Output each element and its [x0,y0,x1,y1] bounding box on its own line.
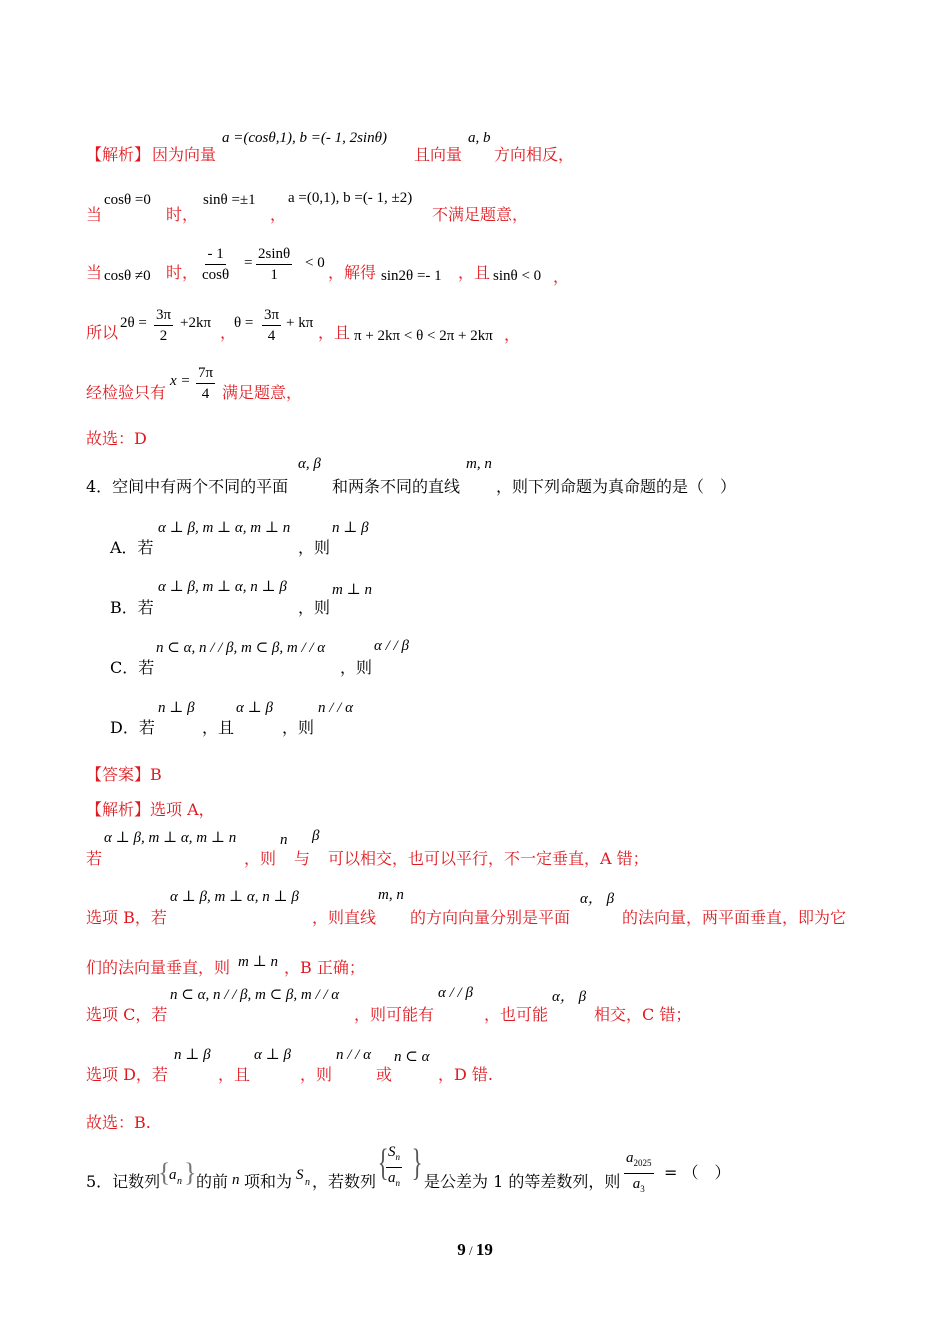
text: ，且 [218,1065,251,1084]
text: ，则 [300,1065,333,1084]
text: ， [553,267,570,286]
text: ，B 正确； [284,958,365,977]
analysis-tag: 【解析】 [86,145,151,164]
math: α ⊥ β, m ⊥ α, m ⊥ n [104,830,237,846]
question-text: 5．记数列 [86,1172,161,1191]
option-label: D．若 [110,718,155,737]
math: α， β [552,989,587,1005]
math: α / / β [438,985,473,1001]
text: ，且 [318,323,351,342]
math-subscript: n [305,1177,310,1188]
math: a, b [468,130,491,146]
math: α， β [580,891,615,907]
math: α ⊥ β [236,700,273,716]
fraction: $\frac{S_n}{a_n}$ [388,1144,400,1188]
math: + kπ [286,315,314,331]
math: α / / β [374,638,409,654]
math: α, β [298,456,321,472]
text: 选项 C，若 [86,1005,168,1024]
text: ，且 [458,263,491,282]
text: ，则 [340,658,373,677]
fraction: $\frac{- 1}{\cos\theta}$ [202,246,230,283]
text: ，且 [202,718,235,737]
math: m, n [466,456,492,472]
math: n ⊥ β [158,700,195,716]
text: 若 [86,849,103,868]
math: β [312,828,320,844]
math: n / / α [336,1047,371,1063]
text: ， [270,205,287,224]
text: 选项 D，若 [86,1065,168,1084]
math: n / / α [318,700,353,716]
fraction: $\frac{7\pi}{4}$ [198,365,214,402]
question-text: 的前 [196,1172,229,1191]
fraction: $\frac{3\pi}{2}$ [156,307,172,344]
option-label: B．若 [110,598,154,617]
text: ，则可能有 [354,1005,435,1024]
text: ， [220,323,237,342]
math: n ⊂ α, n / / β, m ⊂ β, m / / α [156,640,326,656]
math: n ⊥ β [174,1047,211,1063]
math: = [244,255,253,271]
text: 因为向量 [152,145,217,164]
math: < 0 [305,255,325,271]
question-text: 是公差为 1 的等差数列，则 [424,1172,621,1191]
math: a [169,1167,177,1183]
math: m, n [378,887,404,903]
text: 或 [376,1065,393,1084]
answer-line: 【答案】B [86,765,162,784]
math: n ⊥ β [332,520,369,536]
text: 所以 [86,323,119,342]
text: ，则 [244,849,277,868]
math: α ⊥ β, m ⊥ α, m ⊥ n [158,520,291,536]
text: 与 [294,849,311,868]
text: ，则 [298,538,331,557]
math: a =(cosθ,1), b =(- 1, 2sinθ) [222,130,387,146]
question-text: = （ ） [664,1163,731,1182]
text: ，则 [282,718,315,737]
text: 的方向向量分别是平面 [410,908,571,927]
question-text: ，则下列命题为真命题的是（ ） [496,477,737,496]
text: 不满足题意， [432,205,529,224]
math: α ⊥ β [254,1047,291,1063]
math: m ⊥ n [332,582,372,598]
text: 方向相反， [494,145,575,164]
math: cosθ ≠0 [104,268,151,284]
text: 当 [86,205,103,224]
text: 且向量 [414,145,463,164]
math: a =(0,1), b =(- 1, ±2) [288,190,413,206]
math: n [232,1172,240,1188]
text: 可以相交，也可以平行，不一定垂直，A 错； [328,849,649,868]
text: 满足题意， [222,383,303,402]
page-total: 19 [475,1240,493,1259]
question-text: ，若数列 [312,1172,377,1191]
math: sinθ < 0 [493,268,542,284]
text: 时， [166,205,199,224]
fraction: $\frac{2\sin\theta}{1}$ [258,246,291,283]
question-text: 和两条不同的直线 [332,477,461,496]
text: ，则 [298,598,331,617]
math: α ⊥ β, m ⊥ α, n ⊥ β [170,889,299,905]
question-text: 项和为 [244,1172,293,1191]
question-text: 4．空间中有两个不同的平面 [86,477,289,496]
math: S [296,1167,304,1183]
fraction: $\frac{3\pi}{4}$ [264,307,280,344]
math: x = [170,373,191,389]
math: n ⊂ α, n / / β, m ⊂ β, m / / α [170,987,340,1003]
text: 当 [86,263,103,282]
analysis-line-1: 【解析】选项 A， [86,800,215,819]
math: 2θ = [120,315,147,331]
text: 相交，C 错； [594,1005,692,1024]
math: π + 2kπ < θ < 2π + 2kπ [354,328,493,344]
answer-choice: 故选：D [86,429,147,448]
math: α ⊥ β, m ⊥ α, n ⊥ β [158,579,287,595]
text: ，解得 [328,263,377,282]
option-label: A．若 [110,538,154,557]
text: ，D 错. [438,1065,494,1084]
text: 选项 B，若 [86,908,167,927]
math: n [280,832,288,848]
math: sin2θ =- 1 [381,268,442,284]
text: 们的法向量垂直，则 [86,958,231,977]
text: 经检验只有 [86,383,167,402]
text: ，也可能 [484,1005,549,1024]
text: 的法向量，两平面垂直，即为它 [622,908,847,927]
math-subscript: n [177,1176,182,1187]
page-separator: / [465,1243,476,1258]
page-footer [0,1240,950,1260]
math: cosθ =0 [104,192,151,208]
fraction: $\frac{a_{2025}}{a_3}$ [626,1150,652,1194]
math: θ = [234,315,254,331]
option-label: C．若 [110,658,155,677]
math: m ⊥ n [238,954,278,970]
math: n ⊂ α [394,1049,430,1065]
text: ，则直线 [312,908,377,927]
page-number: 9 [457,1240,466,1259]
math: +2kπ [180,315,212,331]
math: sinθ =±1 [203,192,256,208]
analysis-conclusion: 故选：B. [86,1113,151,1132]
text: ， [504,325,521,344]
text: 时， [166,263,199,282]
